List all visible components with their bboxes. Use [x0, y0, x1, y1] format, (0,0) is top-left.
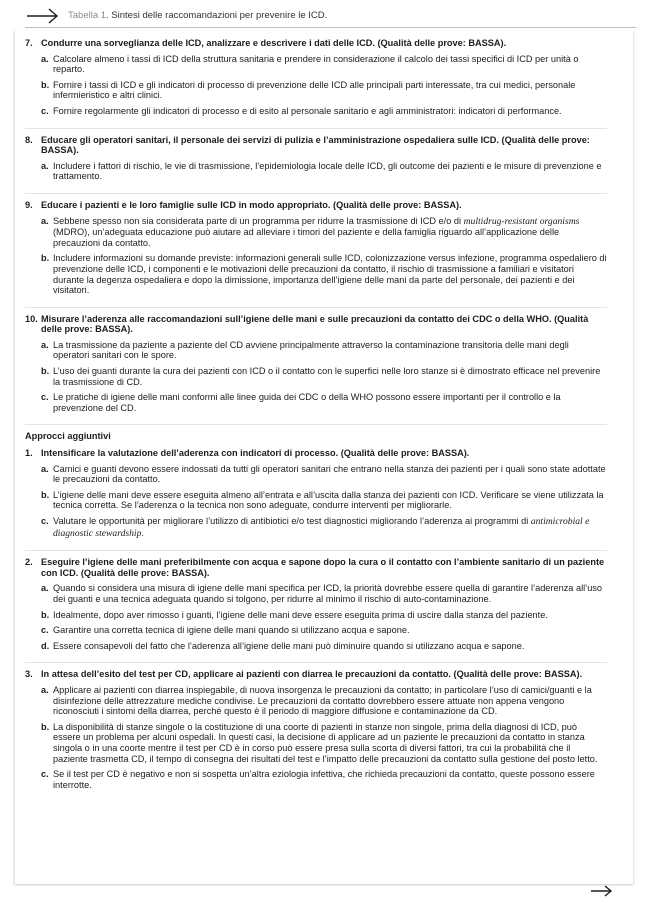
sub-text: Se il test per CD è negativo e non si sospetta un’altra eziologia infettiva, che richieda precauzioni da contatto, queste possono essere interrotte. [53, 769, 595, 790]
table-caption [68, 10, 327, 21]
sub-item [41, 216, 607, 249]
arrow-right-icon [25, 6, 61, 26]
sub-item [41, 253, 607, 295]
sub-item [41, 366, 607, 387]
sub-letter: c. [41, 625, 49, 636]
sub-item [41, 80, 607, 101]
recommendation-8 [25, 135, 607, 194]
sub-letter: a. [41, 53, 49, 64]
sub-text [53, 216, 607, 249]
sub-text: Applicare ai pazienti con diarrea inspiegabile, di nuova insorgenza le precauzioni da contatto; in particolare l’uso di camici/guanti e la disinfezione delle attrezzature mediche condivise. Le precauzioni da contatto dovrebbero essere attuate non appena vengono riconosciuti i sintomi della diarrea, perché questo è il periodo di maggiore diffusione e contaminazione da CD. [53, 684, 592, 717]
sub-item [41, 685, 607, 717]
sub-text: Camici e guanti devono essere indossati da tutti gli operatori sanitari che entrano nella stanza dei pazienti per i quali sono state adottate le precauzioni da contatto. [53, 463, 606, 485]
item-number: 1. [25, 448, 33, 459]
item-number: 9. [25, 199, 33, 210]
sub-letter: a. [41, 684, 49, 695]
sub-letter: a. [41, 583, 49, 594]
sub-item [41, 340, 607, 361]
sub-text: Calcolare almeno i tassi di ICD della struttura sanitaria e prendere in considerazione il calcolo dei tassi specifici di ICD per unità o reparto. [53, 53, 579, 75]
sub-text-part: Valutare le opportunità per migliorare l’utilizzo di antibiotici e/o test diagnostici migliorando l’aderenza ai programmi di [53, 516, 531, 526]
sub-letter: b. [41, 253, 50, 264]
sub-item [41, 392, 607, 413]
recommendation-title [25, 557, 607, 578]
recommendation-7 [25, 38, 607, 129]
item-title: Intensificare la valutazione dell’aderenza con indicatori di processo. (Qualità delle prove: BASSA). [41, 448, 470, 459]
sub-text: Essere consapevoli del fatto che l’aderenza all’igiene delle mani può diminuire quando si utilizzano acqua e sapone. [53, 640, 525, 651]
recommendation-9 [25, 200, 607, 308]
sub-text-emphasis: multidrug-resistant organisms [463, 215, 580, 227]
sub-text: Idealmente, dopo aver rimosso i guanti, l’igiene delle mani deve essere eseguita prima di uscire dalla stanza del paziente. [53, 609, 548, 620]
sub-letter: a. [41, 215, 49, 226]
table-header [0, 0, 654, 30]
header-rule [25, 27, 636, 28]
recommendations-list [25, 38, 607, 807]
sub-item [41, 464, 607, 485]
sub-text: Includere i fattori di rischio, le vie di trasmissione, l’epidemiologia locale delle ICD, gli outcome dei pazienti e le misure di prevenzione e trattamento. [53, 160, 602, 182]
sub-text: Garantire una corretta tecnica di igiene delle mani quando si utilizzano acqua e sapone. [53, 625, 410, 636]
sub-item [41, 641, 607, 652]
item-number: 8. [25, 134, 33, 145]
sub-letter: a. [41, 160, 49, 171]
sub-item [41, 516, 607, 539]
sub-item [41, 610, 607, 621]
table-label: Tabella 1 [68, 10, 107, 21]
sub-item [41, 161, 607, 182]
item-title: Educare gli operatori sanitari, il personale dei servizi di pulizia e l’amministrazione ospedaliera sulle ICD. (Qualità delle prove: BASSA). [41, 134, 590, 156]
continue-arrow-icon[interactable] [590, 884, 614, 898]
sub-letter: c. [41, 392, 49, 403]
sub-text-part: (MDRO), un’adeguata educazione può aiutare ad alleviare i timori del paziente e della famiglia riguardo all’applicazione delle precauzioni da contatto. [53, 227, 560, 248]
item-title: Misurare l’aderenza alle raccomandazioni sull’igiene delle mani e sulle precauzioni da contatto dei CDC o della WHO. (Qualità delle prove: BASSA). [41, 313, 589, 335]
sub-item [41, 106, 607, 117]
sub-text-part: . [141, 527, 144, 538]
item-title: Eseguire l’igiene delle mani preferibilmente con acqua e sapone dopo la cura o il contatto con l’ambiente sanitario di un paziente con ICD. (Qualità delle prove: BASSA). [41, 557, 605, 578]
additional-approach-2 [25, 557, 607, 663]
sub-item [41, 769, 607, 790]
sub-letter: b. [41, 79, 50, 90]
sub-text: La disponibilità di stanze singole o la costituzione di una coorte di pazienti in stanze non singole, prima della diagnosi di ICD, può essere un problema per alcuni ospedali. In questi casi, la decisione di applicare ad un paziente le precauzioni da contatto in stanza singola o in una coorte mentre il test per CD è in corso può essere presa sulla scorta di diversi fattori, tra cui la probabilità che il paziente trasmetta CD, il tempo di consegna dei risultati del test e l’impatto delle precauzioni da contatto sulla gestione del posto letto. [53, 721, 598, 764]
recommendation-title [25, 314, 607, 335]
item-number: 2. [25, 557, 33, 568]
item-title: Condurre una sorveglianza delle ICD, analizzare e descrivere i dati delle ICD. (Qualità delle prove: BASSA). [41, 38, 507, 48]
sub-letter: c. [41, 105, 49, 116]
sub-letter: a. [41, 339, 49, 350]
recommendation-title [25, 38, 607, 49]
sub-text-emphasis: antimicrobial e diagnostic stewardship [53, 516, 590, 539]
sub-text: Includere informazioni su domande previste: informazioni generali sulle ICD, colonizzazione versus infezione, programma ospedaliero di prevenzione delle ICD, i componenti e le motivazioni delle precauzioni da contatto, il rischio di trasmissione a familiari e visitatori durante la degenza ospedaliera e dopo la dimissione, importanza dell’igiene delle mani da parte del personale, dei pazienti e dei visitatori. [53, 253, 607, 296]
sub-text: L’igiene delle mani deve essere eseguita almeno all’entrata e all’uscita dalla stanza dei pazienti con ICD. Verificare se viene utilizzata la tecnica corretta. Se l’aderenza o la tecnica non sono adeguate, condurre interventi per migliorarle. [53, 489, 604, 511]
sub-item [41, 583, 607, 604]
sub-text: L’uso dei guanti durante la cura dei pazienti con ICD o il contatto con le superfici nelle loro stanze si è dimostrato efficace nel prevenire la trasmissione di CD. [53, 366, 601, 387]
sub-text: Quando si considera una misura di igiene delle mani specifica per ICD, la priorità dovrebbe essere quella di garantire l’aderenza all’uso dei guanti e una tecnica adeguata quando si tolgono, per ridurre al minimo il rischio di auto-contaminazione. [53, 583, 603, 604]
sub-item [41, 625, 607, 636]
recommendation-title [25, 200, 607, 211]
recommendation-10 [25, 314, 607, 426]
item-number: 7. [25, 38, 33, 48]
sub-item [41, 490, 607, 511]
sub-letter: d. [41, 640, 50, 651]
recommendation-title [25, 448, 607, 459]
sub-text: Fornire i tassi di ICD e gli indicatori di processo di prevenzione delle ICD alle principali parti interessate, tra cui medici, personale infermieristico e altri clinici. [53, 79, 576, 101]
table-caption-text: . Sintesi delle raccomandazioni per prevenire le ICD. [106, 10, 328, 21]
sub-letter: b. [41, 721, 50, 732]
item-title: Educare i pazienti e le loro famiglie sulle ICD in modo appropriato. (Qualità delle prove: BASSA). [41, 199, 462, 210]
sub-letter: b. [41, 366, 50, 377]
additional-approaches-heading: Approcci aggiuntivi [25, 431, 111, 442]
sub-text-part: Sebbene spesso non sia considerata parte di un programma per ridurre la trasmissione di ICD e/o di [53, 215, 464, 226]
item-number: 3. [25, 669, 33, 680]
recommendation-title [25, 135, 607, 156]
sub-text: Le pratiche di igiene delle mani conformi alle linee guida dei CDC o della WHO possono essere importanti per il controllo e la prevenzione del CD. [53, 392, 561, 413]
sub-text: La trasmissione da paziente a paziente del CD avviene principalmente attraverso la contaminazione transitoria delle mani degli operatori sanitari con le spore. [53, 339, 569, 361]
additional-approach-3 [25, 669, 607, 801]
sub-letter: b. [41, 489, 50, 500]
item-title: In attesa dell’esito del test per CD, applicare ai pazienti con diarrea le precauzioni da contatto. (Qualità delle prove: BASSA). [41, 669, 583, 680]
sub-letter: c. [41, 516, 49, 526]
sub-item [41, 54, 607, 75]
sub-item [41, 722, 607, 764]
sub-text [53, 516, 607, 539]
recommendation-title [25, 669, 607, 680]
sub-letter: c. [41, 769, 49, 780]
sub-text: Fornire regolarmente gli indicatori di processo e di esito al personale sanitario e agli amministratori: indicatori di performance. [53, 105, 562, 116]
sub-letter: a. [41, 463, 49, 474]
item-number: 10. [25, 313, 38, 324]
sub-letter: b. [41, 609, 50, 620]
additional-approach-1 [25, 448, 607, 551]
